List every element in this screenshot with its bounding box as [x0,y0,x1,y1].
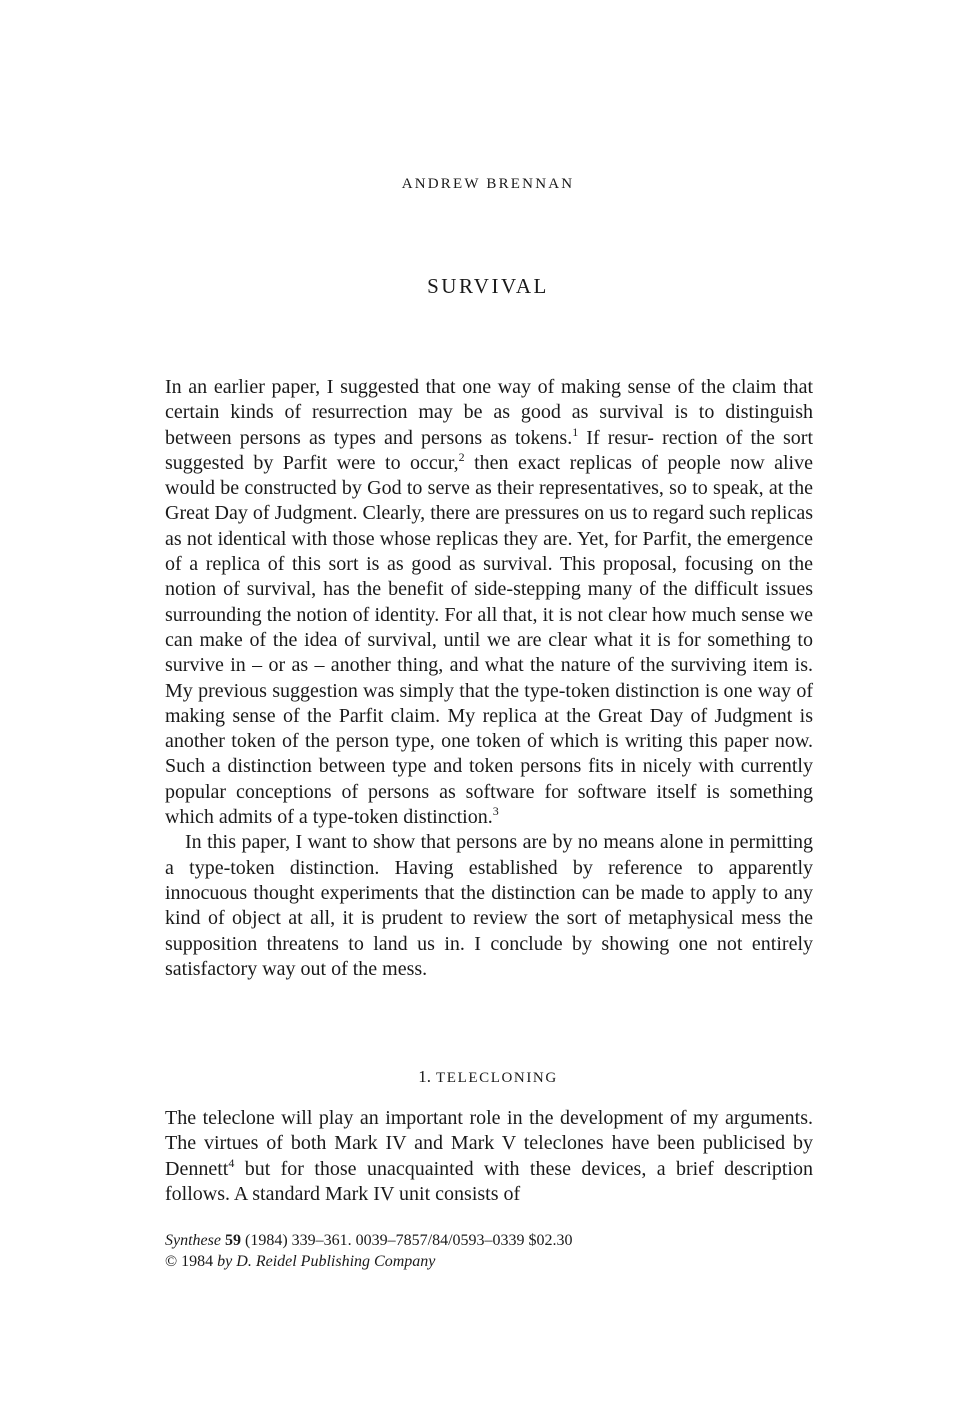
citation-details: (1984) 339–361. 0039–7857/84/0593–0339 $02.30 [240,1232,573,1249]
section-title: TELECLONING [436,1070,558,1086]
publisher-name: by D. Reidel Publishing Company [217,1253,436,1270]
copyright-notice: © 1984 [165,1253,218,1270]
intro-p1-text-c: rection of the sort suggested by Parfit were to occur, [165,426,814,474]
footnote-ref-4: 4 [228,1155,235,1170]
copyright-line [165,1251,805,1272]
section-1-text-a: The teleclone will play an important role in the development of my arguments. The virtues of both Mark IV and Mark V teleclones have been publicised by Dennett [165,1107,813,1180]
journal-name: Synthese [165,1232,221,1249]
section-1-paragraph [165,1106,813,1207]
intro-paragraph-1 [165,375,813,830]
section-number: 1. [418,1067,431,1086]
journal-volume: 59 [224,1232,241,1249]
intro-p1-text-a: In an earlier paper, I suggested that one way of making sense of the claim that certain kinds of resurrection may be as good as survival is to distinguish between persons as types and persons as tokens. [165,376,813,449]
footnote-ref-3: 3 [492,804,499,819]
footnote-ref-2: 2 [458,449,465,464]
author-name: ANDREW BRENNAN [401,176,575,192]
intro-p1-text-b: If resur- [578,426,654,449]
intro-paragraph-2: In this paper, I want to show that persons are by no means alone in permitting a type-token distinction. Having established by reference to apparently innocuous thought experiments that the distinction can be made to apply to any kind of object at all, it is prudent to review the sort of metaphysical mess the supposition threatens to land us in. I conclude by showing one not entirely satisfactory way out of the mess. [165,831,813,980]
footnote-ref-1: 1 [572,424,579,439]
section-heading [0,1067,976,1087]
publication-footer [165,1230,805,1272]
section-1-text [165,1106,813,1207]
intro-p1-text-d: then exact replicas of people now alive would be constructed by God to serve as their representatives, so to speak, at the Great Day of Judgment. Clearly, there are pressures on us to regard such replicas as not identical with those whose replicas they are. Yet, for Parfit, the emergence of a replica of this sort is as good as survival. This proposal, focusing on the notion of survival, has the benefit of side-stepping many of the difficult issues surrounding the notion of identity. For all that, it is not clear how much sense we can make of the idea of survival, until we are clear what it is for something to survive in – or as – another thing, and what the nature of the surviving item is. My previous suggestion was simply that the type-token distinction is one way of making sense of the Parfit claim. My replica at the Great Day of Judgment is another token of the person type, one token of which is writing this paper now. Such a distinction between type and token persons fits in nicely with currently popular conceptions of persons as software for software itself is something which admits of a type-token distinction. [165,451,813,829]
intro-text [165,375,813,982]
paper-title: SURVIVAL [427,274,549,298]
citation-line [165,1230,805,1251]
section-1-text-b: but for those unacquainted with these devices, a brief description follows. A standard Mark IV unit consists of [165,1157,813,1205]
